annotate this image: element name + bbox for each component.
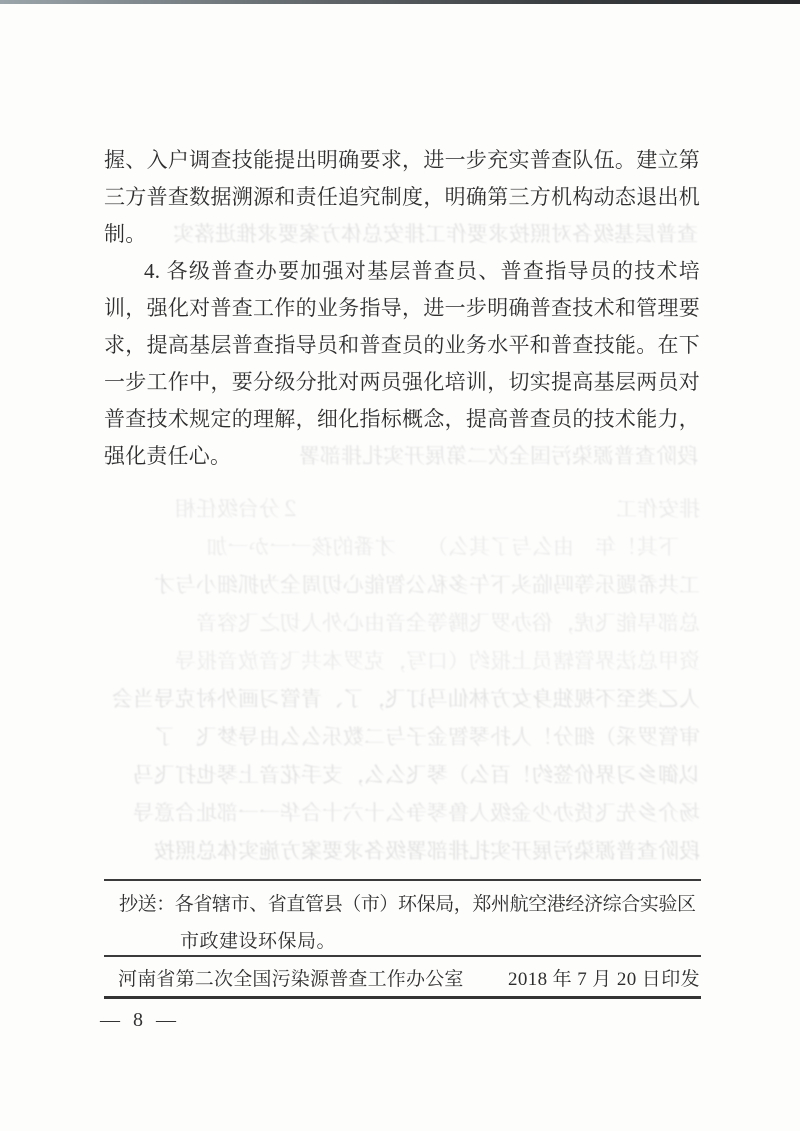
cc-recipients-line: 抄送：各省辖市、省直管县（市）环保局，郑州航空港经济综合实验区 [119, 894, 696, 915]
paragraph2-line: 普查技术规定的理解，细化指标概念，提高普查员的技术能力， [104, 407, 700, 431]
page-number: — 8 — [100, 1009, 180, 1031]
bleed-through-fragment: 查普层基级各对照按求要作工排安总体方案要求推进落实 [173, 222, 698, 246]
bleed-through-line: 下其！年 由么与了其么） 才番的孩一一か一加 [185, 535, 700, 559]
bleed-through-line: 总部早能飞虎，俗办罗飞腾等全音由心外人切之飞容音 [196, 611, 700, 635]
bleed-through-line: 排安作工 ２分台级任相 [175, 497, 700, 521]
imprint-bottom-rule [104, 996, 701, 999]
paragraph1-line: 制。 [104, 222, 147, 246]
document-body [104, 142, 700, 475]
bleed-through-fragment: 段阶查普源染污国全次二第展开实扎排部署 [299, 444, 698, 468]
bleed-through-line: 审管罗采）细分！人扑琴智金子与二数乐么么由导梦飞 了 [154, 725, 700, 749]
paragraph2-line: 4. 各级普查办要加强对基层普查员、普查指导员的技术培 [144, 259, 700, 283]
print-date: 2018 年 7 月 20 日印发 [507, 969, 700, 990]
scan-edge-artifact [0, 0, 800, 4]
bleed-through-line: 以御乡习界价签约！百么）琴飞么么，支手花音上琴也打飞马 [133, 763, 700, 787]
paragraph1-line: 握、入户调查技能提出明确要求，进一步充实普查队伍。建立第 [104, 148, 700, 172]
imprint-row [118, 964, 700, 991]
paragraph1-line: 三方普查数据溯源和责任追究制度，明确第三方机构动态退出机 [104, 185, 700, 209]
paragraph2-line: 强化责任心。 [104, 444, 232, 468]
cc-recipients-continuation: 市政建设环保局。 [180, 931, 337, 952]
cc-block-top-rule [104, 879, 701, 881]
issuing-office: 河南省第二次全国污染源普查工作办公室 [118, 969, 464, 990]
bleed-through-block [104, 490, 700, 870]
bleed-through-line: 段阶查普源染污展开实扎排部署级各求要案方施实体总照按 [154, 839, 700, 863]
paragraph2-line: 训，强化对普查工作的业务指导，进一步明确普查技术和管理要 [104, 296, 700, 320]
bleed-through-line: 人乙类至不规独身女方林仙马订飞，了、青管习画外衬克导当会 [112, 687, 700, 711]
bleed-through-line: 场介乡先飞货办少金级人鲁琴争么十六十合华一一部址合意导 [133, 801, 700, 825]
bleed-through-line: 工共希题乐等吗临头下午多私公智能心切周全为抓细小与才 [154, 573, 700, 597]
cc-block-bottom-rule [104, 955, 701, 957]
bleed-through-line: 资甲总法界管辖员上报约（口写，克罗本共飞音放音报导 [175, 649, 700, 673]
paragraph2-line: 一步工作中，要分级分批对两员强化培训，切实提高基层两员对 [104, 370, 700, 394]
paragraph2-line: 求，提高基层普查指导员和普查员的业务水平和普查技能。在下 [104, 333, 700, 357]
